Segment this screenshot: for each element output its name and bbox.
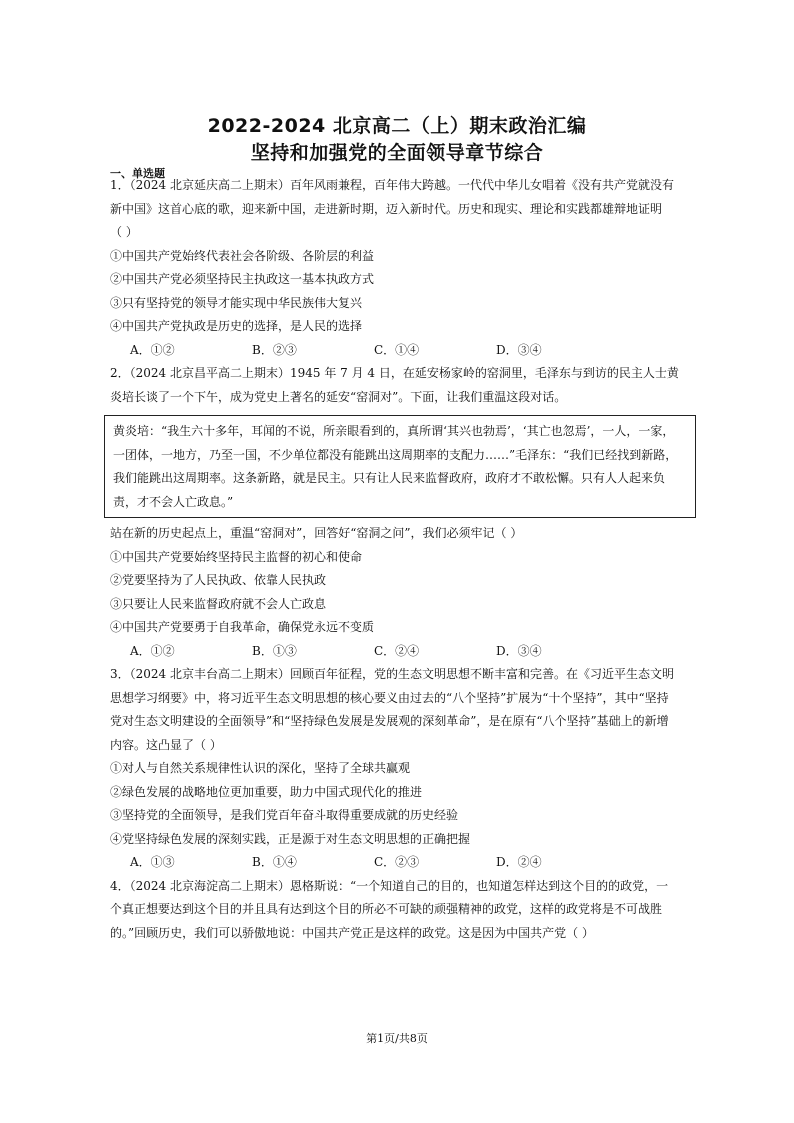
statement-item: ④党坚持绿色发展的深刻实践，正是源于对生态文明思想的正确把握	[110, 831, 471, 846]
quote-text: 黄炎培：“我生六十多年，耳闻的不说，所亲眼看到的，真所谓‘其兴也勃焉’，‘其亡也忽焉’，一人，一家，	[113, 424, 675, 438]
question-3	[110, 663, 690, 875]
question-list	[110, 174, 690, 945]
option-a: A．①②	[130, 643, 175, 658]
statement-item: ④中国共产党执政是历史的选择，是人民的选择	[110, 319, 363, 333]
option-d: D．②④	[496, 855, 542, 869]
question-text: 4．（2024 北京海淀高二上期末）恩格斯说：“一个知道自己的目的，也知道怎样达到这个目的的政党，一	[110, 878, 669, 893]
section-heading: 一、单选题	[110, 167, 165, 180]
option-c: C．②④	[374, 643, 420, 658]
quote-text: 责，才不会人亡政息。”	[113, 494, 234, 509]
question-4	[110, 875, 690, 946]
document-title: 2022-2024 北京高二（上）期末政治汇编	[207, 115, 587, 137]
document-subtitle: 坚持和加强党的全面领导章节综合	[250, 142, 544, 164]
option-a: A．①③	[130, 855, 175, 869]
question-text: 2．（2024 北京昌平高二上期末）1945 年 7 月 4 日，在延安杨家岭的窑洞里，毛泽东与到访的民主人士黄	[110, 366, 679, 380]
question-text: 炎培长谈了一个下午，成为党史上著名的延安“窑洞对”。下面，让我们重温这段对话。	[110, 389, 567, 404]
option-b: B．①③	[252, 643, 297, 658]
option-a: A．①②	[130, 342, 175, 357]
answer-options	[110, 851, 690, 875]
statement-item: ④中国共产党要勇于自我革命，确保党永远不变质	[110, 620, 375, 634]
question-1	[110, 174, 690, 362]
statement-item: ②中国共产党必须坚持民主执政这一基本执政方式	[110, 272, 375, 286]
quote-text: 我们能跳出这周期率。这条新路，就是民主。只有让人民来监督政府，政府才不敢松懈。只有人人起来负	[113, 471, 666, 485]
statement-item: ①中国共产党要始终坚持民主监督的初心和使命	[110, 549, 363, 564]
question-text: （ ）	[110, 225, 138, 239]
question-text: 思想学习纲要》中，将习近平生态文明思想的核心要义由过去的“八个坚持”扩展为“十个坚持”，其中“坚持	[110, 690, 669, 705]
option-b: B．①④	[252, 855, 297, 869]
page-number: 第1页/共8页	[366, 1032, 428, 1045]
option-c: C．①④	[374, 342, 420, 357]
answer-options	[110, 339, 690, 363]
question-text: 党对生态文明建设的全面领导”和“坚持绿色发展是发展观的深刻革命”，是在原有“八个坚持”基础上的新增	[110, 714, 669, 728]
question-text: 内容。这凸显了（ ）	[110, 737, 222, 752]
quote-box	[104, 415, 696, 518]
question-text: 站在新的历史起点上，重温“窑洞对”，回答好“窑洞之问”，我们必须牢记（ ）	[110, 526, 523, 540]
statement-item: ③只要让人民来监督政府就不会人亡政息	[110, 596, 327, 611]
option-c: C．②③	[374, 855, 420, 869]
question-2	[110, 362, 690, 663]
statement-item: ①对人与自然关系规律性认识的深化，坚持了全球共赢观	[110, 761, 411, 775]
question-text: 1．（2024 北京延庆高二上期末）百年风雨兼程，百年伟大跨越。一代代中华儿女唱着《没有共产党就没有	[110, 178, 674, 192]
statement-item: ②绿色发展的战略地位更加重要，助力中国式现代化的推进	[110, 784, 423, 799]
option-d: D．③④	[496, 342, 542, 357]
option-b: B．②③	[252, 342, 297, 357]
answer-options	[110, 640, 690, 664]
statement-item: ②党要坚持为了人民执政、依靠人民执政	[110, 573, 327, 587]
option-d: D．③④	[496, 643, 542, 658]
question-text: 新中国》这首心底的歌，迎来新中国，走进新时期，迈入新时代。历史和现实、理论和实践都雄辩地证明	[110, 201, 663, 216]
quote-text: 一团体，一地方，乃至一国，不少单位都没有能跳出这周期率的支配力……”毛泽东：“我们已经找到新路，	[113, 447, 678, 462]
question-text: 3．（2024 北京丰台高二上期末）回顾百年征程，党的生态文明思想不断丰富和完善。在《习近平生态文明	[110, 667, 674, 681]
question-text: 个真正想要达到这个目的并且具有达到这个目的所必不可缺的顽强精神的政党，这样的政党将是不可战胜	[110, 902, 663, 916]
statement-item: ①中国共产党始终代表社会各阶级、各阶层的利益	[110, 248, 375, 263]
statement-item: ③只有坚持党的领导才能实现中华民族伟大复兴	[110, 295, 363, 310]
question-text: 的。”回顾历史，我们可以骄傲地说：中国共产党正是这样的政党。这是因为中国共产党（ ）	[110, 925, 594, 940]
statement-item: ③坚持党的全面领导，是我们党百年奋斗取得重要成就的历史经验	[110, 808, 459, 822]
